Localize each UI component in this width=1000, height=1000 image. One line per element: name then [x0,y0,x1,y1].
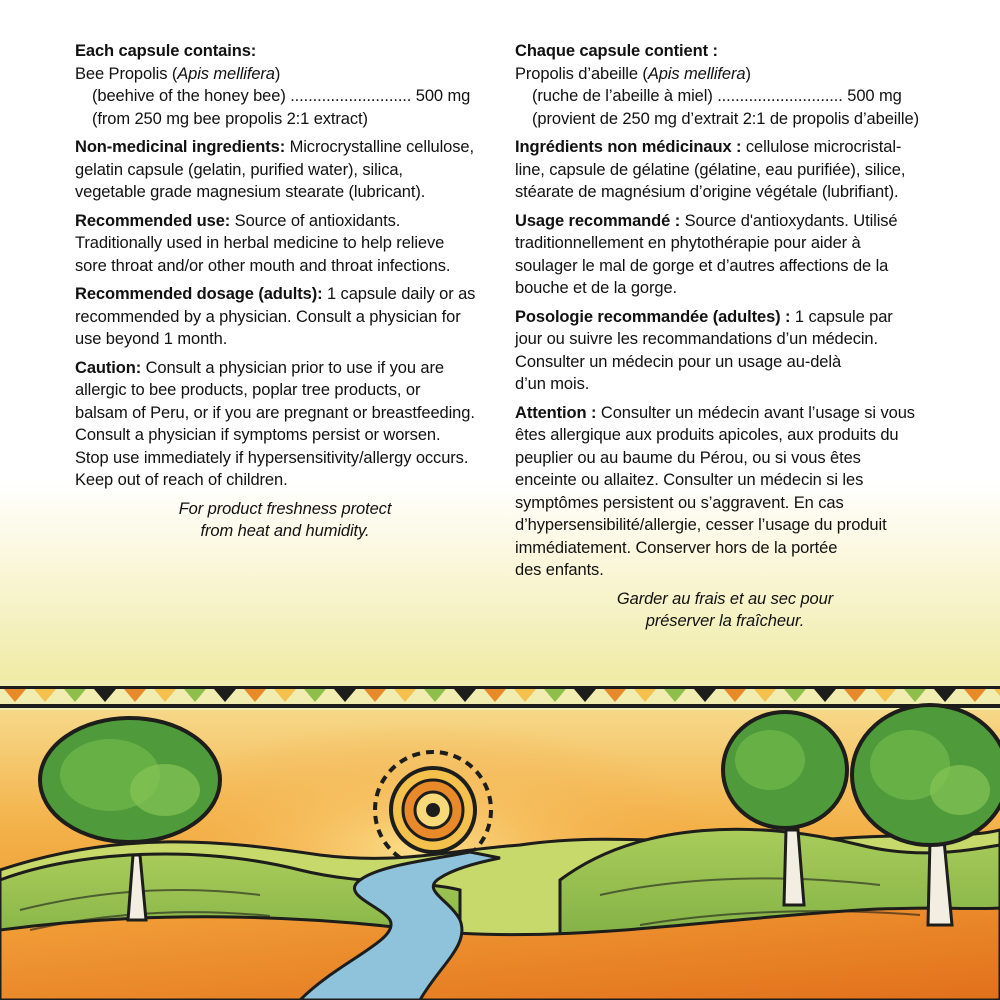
en-source-line: (beehive of the honey bee) ........................... 500 mg [92,87,471,105]
en-dosage-heading: Recommended dosage (adults): [75,285,323,303]
en-non-medicinal-text: gelatin capsule (gelatin, purified water), silica, [75,160,403,179]
en-freshness-note [75,498,495,543]
en-caution-text: balsam of Peru, or if you are pregnant or breastfeeding. [75,403,475,422]
fr-dosage-text: d’un mois. [515,375,590,393]
en-contains-heading: Each capsule contains: [75,42,257,60]
fr-recommended-use-text: Source d'antioxydants. Utilisé [680,211,898,230]
fr-caution-text: symptômes persistent ou s’aggravent. En cas [515,493,844,512]
fr-non-medicinal-section [515,136,935,204]
fr-contains-heading: Chaque capsule contient : [515,42,718,60]
fr-caution-text: immédiatement. Conserver hors de la portée [515,538,838,557]
fr-non-medicinal-text: stéarate de magnésium d’origine végétale (lubrifiant). [515,183,899,201]
en-freshness-line: from heat and humidity. [200,522,370,540]
en-recommended-use-heading: Recommended use: [75,211,231,230]
en-caution-text: Keep out of reach of children. [75,471,288,489]
fr-caution-text: enceinte ou allaitez. Consulter un médecin si les [515,471,864,489]
en-non-medicinal-heading: Non-medicinal ingredients: [75,138,286,156]
en-latin-name: Apis mellifera [177,64,275,83]
en-dosage-section [75,283,495,351]
en-caution-heading: Caution: [75,358,142,377]
en-dosage-text: recommended by a physician. Consult a physician for [75,307,461,326]
en-non-medicinal-text: vegetable grade magnesium stearate (lubricant). [75,183,426,201]
fr-ingredient-name: Propolis d’abeille ( [515,64,648,83]
fr-non-medicinal-text: cellulose microcristal- [741,138,902,156]
fr-caution-text: d’hypersensibilité/allergie, cesser l’usage du produit [515,516,887,534]
en-caution-section [75,357,495,492]
fr-recommended-use-text: soulager le mal de gorge et d’autres affections de la [515,256,889,275]
fr-source-line: (ruche de l’abeille à miel) ............................ 500 mg [532,87,902,105]
decorative-border [0,680,1000,710]
fr-extract-line: (provient de 250 mg d’extrait 2:1 de propolis d’abeille) [532,109,919,128]
en-recommended-use-text: Source of antioxidants. [230,211,401,230]
fr-dosage-text: 1 capsule par [790,307,893,326]
en-close-paren: ) [274,64,281,83]
fr-freshness-note [515,588,935,633]
fr-caution-text: des enfants. [515,561,604,579]
fr-non-medicinal-text: line, capsule de gélatine (gélatine, eau purifiée), silice, [515,160,906,179]
en-caution-text: Consult a physician prior to use if you are [141,358,444,377]
fr-non-medicinal-heading: Ingrédients non médicinaux : [515,138,742,156]
french-column [515,40,935,633]
en-dosage-text: 1 capsule daily or as [322,285,476,303]
en-caution-text: allergic to bee products, poplar tree products, or [75,381,421,399]
en-recommended-use-text: sore throat and/or other mouth and throat infections. [75,256,451,275]
en-recommended-use-section [75,210,495,278]
fr-freshness-line: Garder au frais et au sec pour [616,589,834,608]
en-non-medicinal-text: Microcrystalline cellulose, [285,138,474,156]
fr-caution-section [515,402,935,582]
en-caution-text: Stop use immediately if hypersensitivity/allergy occurs. [75,448,469,467]
en-freshness-line: For product freshness protect [178,499,392,518]
en-ingredient-name: Bee Propolis ( [75,64,178,83]
fr-contains-section [515,40,935,130]
fr-dosage-text: jour ou suivre les recommandations d’un médecin. [515,330,878,348]
en-caution-text: Consult a physician if symptoms persist or worsen. [75,426,441,444]
fr-caution-text: Consulter un médecin avant l’usage si vous [596,403,915,422]
fr-recommended-use-text: bouche et de la gorge. [515,279,678,297]
en-recommended-use-text: Traditionally used in herbal medicine to help relieve [75,234,445,252]
fr-recommended-use-heading: Usage recommandé : [515,211,681,230]
en-non-medicinal-section [75,136,495,204]
fr-recommended-use-text: traditionnellement en phytothérapie pour aider à [515,234,861,252]
landscape-illustration [0,680,1000,1000]
fr-caution-text: êtes allergique aux produits apicoles, aux produits du [515,426,899,444]
fr-caution-text: peuplier ou au baume du Pérou, ou si vous êtes [515,448,861,467]
fr-dosage-text: Consulter un médecin pour un usage au-delà [515,352,842,371]
fr-caution-heading: Attention : [515,403,597,422]
fr-freshness-line: préserver la fraîcheur. [645,612,805,630]
en-contains-section [75,40,495,130]
fr-dosage-section [515,306,935,396]
fr-close-paren: ) [745,64,751,83]
fr-latin-name: Apis mellifera [647,64,746,83]
en-dosage-text: use beyond 1 month. [75,330,228,348]
fr-recommended-use-section [515,210,935,300]
fr-dosage-heading: Posologie recommandée (adultes) : [515,307,791,326]
en-extract-line: (from 250 mg bee propolis 2:1 extract) [92,109,368,128]
english-column [75,40,495,543]
